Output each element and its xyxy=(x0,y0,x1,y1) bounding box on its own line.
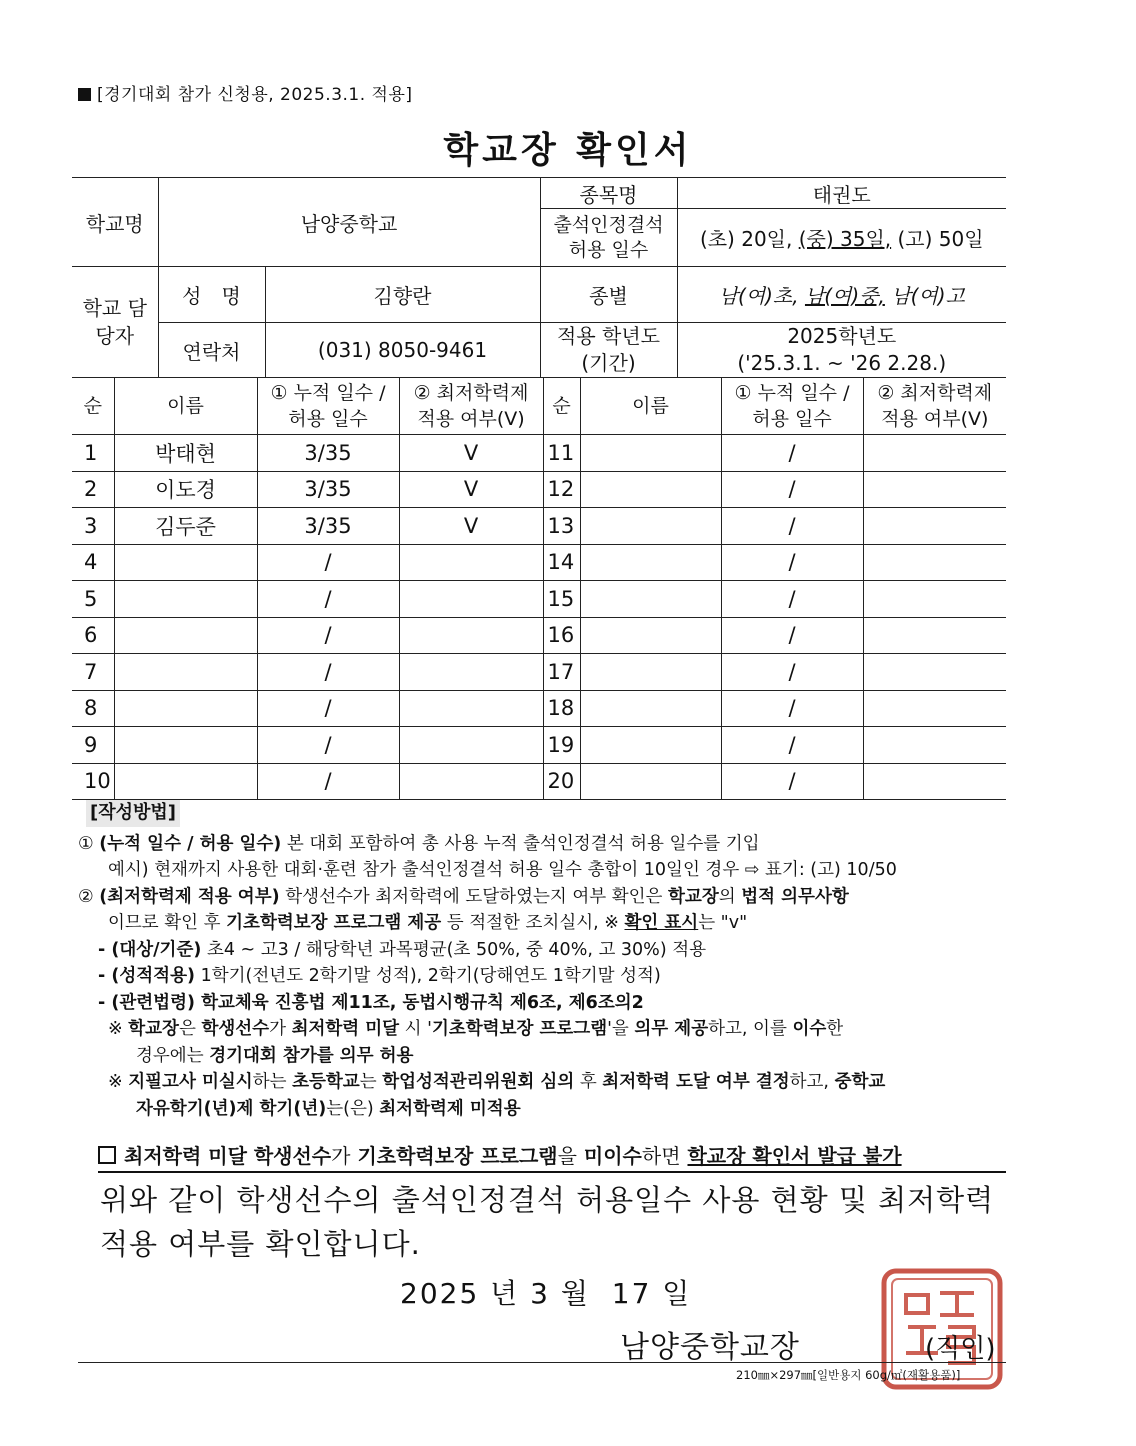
name-cell xyxy=(580,581,721,618)
days-cell: / xyxy=(721,617,863,654)
table-row xyxy=(72,727,1006,764)
name-cell xyxy=(114,727,257,764)
no-cell: 1 xyxy=(72,435,114,472)
no-cell: 16 xyxy=(543,617,580,654)
name-cell xyxy=(580,508,721,545)
name-cell xyxy=(580,617,721,654)
allow-days: (초) 20일, (중) 35일, (고) 50일 xyxy=(677,209,1006,267)
no-cell: 8 xyxy=(72,690,114,727)
days-cell: / xyxy=(257,654,399,691)
school-name: 남양중학교 xyxy=(158,178,540,267)
days-cell: / xyxy=(721,435,863,472)
no-cell: 11 xyxy=(543,435,580,472)
name-cell xyxy=(114,763,257,800)
manager-name: 김향란 xyxy=(265,267,540,323)
check-cell xyxy=(399,690,543,727)
name-cell xyxy=(580,471,721,508)
year-label: 적용 학년도 (기간) xyxy=(540,323,677,378)
table-row xyxy=(72,544,1006,581)
check-cell xyxy=(863,581,1006,618)
check-cell xyxy=(863,544,1006,581)
table-row xyxy=(72,690,1006,727)
sport-label: 종목명 xyxy=(540,178,677,209)
arrow-box-icon xyxy=(98,1146,116,1164)
guide-heading: [작성방법] xyxy=(86,800,180,827)
seal-mark: (직인) xyxy=(925,1334,996,1364)
name-cell xyxy=(580,690,721,727)
check-cell xyxy=(399,617,543,654)
table-row xyxy=(72,435,1006,472)
name-cell xyxy=(114,654,257,691)
days-cell: 3/35 xyxy=(257,508,399,545)
signer-name: 남양중학교장 xyxy=(620,1330,800,1365)
name-cell: 이도경 xyxy=(114,471,257,508)
days-cell: / xyxy=(721,471,863,508)
check-cell xyxy=(399,727,543,764)
gender-label: 종별 xyxy=(540,267,677,323)
no-cell: 7 xyxy=(72,654,114,691)
check-cell xyxy=(863,727,1006,764)
info-table xyxy=(72,177,1006,378)
no-cell: 2 xyxy=(72,471,114,508)
days-cell: / xyxy=(257,617,399,654)
no-cell: 13 xyxy=(543,508,580,545)
col-days-right: ① 누적 일수 / 허용 일수 xyxy=(721,378,863,435)
issue-date: 2025 년 3 월 17 일 xyxy=(400,1277,692,1310)
gender-value: 남(여)초, 남(여)중, 남(여)고 xyxy=(677,267,1006,323)
table-row xyxy=(72,581,1006,618)
bottom-divider xyxy=(78,1362,1006,1363)
table-row xyxy=(72,654,1006,691)
days-cell: 3/35 xyxy=(257,471,399,508)
no-cell: 20 xyxy=(543,763,580,800)
name-label: 성 명 xyxy=(158,267,265,323)
col-name-right: 이름 xyxy=(580,378,721,435)
col-no-right: 순 xyxy=(543,378,580,435)
name-cell xyxy=(114,690,257,727)
no-cell: 6 xyxy=(72,617,114,654)
check-cell xyxy=(863,471,1006,508)
check-cell: V xyxy=(399,471,543,508)
contact-label: 연락처 xyxy=(158,323,265,378)
allow-label: 출석인정결석 허용 일수 xyxy=(540,209,677,267)
no-cell: 17 xyxy=(543,654,580,691)
col-academic-right: ② 최저학력제 적용 여부(V) xyxy=(863,378,1006,435)
days-cell: / xyxy=(721,508,863,545)
days-cell: 3/35 xyxy=(257,435,399,472)
check-cell xyxy=(863,617,1006,654)
col-name-left: 이름 xyxy=(114,378,257,435)
no-cell: 4 xyxy=(72,544,114,581)
writing-guide: [작성방법] ① (누적 일수 / 허용 일수) 본 대회 포함하여 총 사용 누적 출석인정결석 허용 일수를 기입 예시) 현재까지 사용한 대회·훈련 참가 출석인정결석 허용 일수 총합이 10일인 경우 ⇨ 표기: (고) 10/50 ② (최저학력제 적용 여부) 학생선수가 최저학력에 도달하였는지 여부 확인은 학교장의 법적 의무사항 이므로 확인 후 기초학력보장 프로그램 제공 등 적절한 조치실시, ※ 확인 표시는 "v" - (대상/기준) 초4 ~ 고3 / 해당학년 과목평균(초 50%, 중 40%, 고 30%) 적용 - (성적적용) 1학기(전년도 2학기말 성적), 2학기(당해연도 1학기말 성적) - (관련법령) 학교체육 진흥법 제11조, 동법시행규칙 제6조, 제6조의2 ※ 학교장은 학생선수가 최저학력 미달 시 '기초학력보장 프로그램'을 의무 제공하고, 이를 이수한 경우에는 경기대회 참가를 의무 허용 ※ 지필고사 미실시하는 초등학교는 학업성적관리위원회 심의 후 최저학력 도달 여부 결정하고, 중학교 자유학기(년)제 학기(년)는(은) 최저학력제 미적용 xyxy=(78,802,897,1119)
school-label: 학교명 xyxy=(72,178,158,267)
name-cell xyxy=(114,581,257,618)
student-table xyxy=(72,377,1006,800)
check-cell: V xyxy=(399,508,543,545)
days-cell: / xyxy=(721,581,863,618)
name-cell xyxy=(580,544,721,581)
days-cell: / xyxy=(257,690,399,727)
paper-spec: 210㎜×297㎜[일반용지 60g/㎡(재활용품)] xyxy=(736,1368,961,1382)
days-cell: / xyxy=(257,763,399,800)
name-cell xyxy=(580,435,721,472)
no-cell: 15 xyxy=(543,581,580,618)
days-cell: / xyxy=(721,727,863,764)
col-academic-left: ② 최저학력제 적용 여부(V) xyxy=(399,378,543,435)
name-cell: 박태현 xyxy=(114,435,257,472)
check-cell xyxy=(863,763,1006,800)
days-cell: / xyxy=(721,690,863,727)
name-cell xyxy=(114,544,257,581)
days-cell: / xyxy=(721,763,863,800)
days-cell: / xyxy=(257,581,399,618)
no-cell: 10 xyxy=(72,763,114,800)
confirm-statement: 위와 같이 학생선수의 출석인정결석 허용일수 사용 현황 및 최저학력 적용 여부를 확인합니다. xyxy=(100,1183,995,1261)
check-cell xyxy=(399,654,543,691)
contact-value: (031) 8050-9461 xyxy=(265,323,540,378)
no-cell: 9 xyxy=(72,727,114,764)
check-cell xyxy=(399,581,543,618)
table-row xyxy=(72,617,1006,654)
check-cell xyxy=(863,435,1006,472)
col-days-left: ① 누적 일수 / 허용 일수 xyxy=(257,378,399,435)
check-cell xyxy=(399,763,543,800)
check-cell xyxy=(863,690,1006,727)
name-cell xyxy=(580,727,721,764)
name-cell: 김두준 xyxy=(114,508,257,545)
no-cell: 12 xyxy=(543,471,580,508)
no-cell: 3 xyxy=(72,508,114,545)
col-no-left: 순 xyxy=(72,378,114,435)
no-cell: 19 xyxy=(543,727,580,764)
no-cell: 18 xyxy=(543,690,580,727)
days-cell: / xyxy=(257,727,399,764)
days-cell: / xyxy=(721,654,863,691)
header-tag: [경기대회 참가 신청용, 2025.3.1. 적용] xyxy=(78,80,413,105)
sport-value: 태권도 xyxy=(677,178,1006,209)
check-cell: V xyxy=(399,435,543,472)
no-cell: 5 xyxy=(72,581,114,618)
days-cell: / xyxy=(721,544,863,581)
table-row xyxy=(72,471,1006,508)
name-cell xyxy=(580,654,721,691)
name-cell xyxy=(114,617,257,654)
check-cell xyxy=(863,508,1006,545)
year-value: 2025학년도 ('25.3.1. ~ '26 2.28.) xyxy=(677,323,1006,378)
days-cell: / xyxy=(257,544,399,581)
check-cell xyxy=(863,654,1006,691)
manager-label: 학교 담당자 xyxy=(72,267,158,378)
no-cell: 14 xyxy=(543,544,580,581)
page-title: 학교장 확인서 xyxy=(443,130,693,171)
table-row xyxy=(72,508,1006,545)
square-bullet-icon xyxy=(78,88,91,101)
name-cell xyxy=(580,763,721,800)
notice-line: 최저학력 미달 학생선수가 기초학력보장 프로그램을 미이수하면 학교장 확인서 발급 불가 xyxy=(98,1140,1006,1173)
table-row xyxy=(72,763,1006,800)
check-cell xyxy=(399,544,543,581)
